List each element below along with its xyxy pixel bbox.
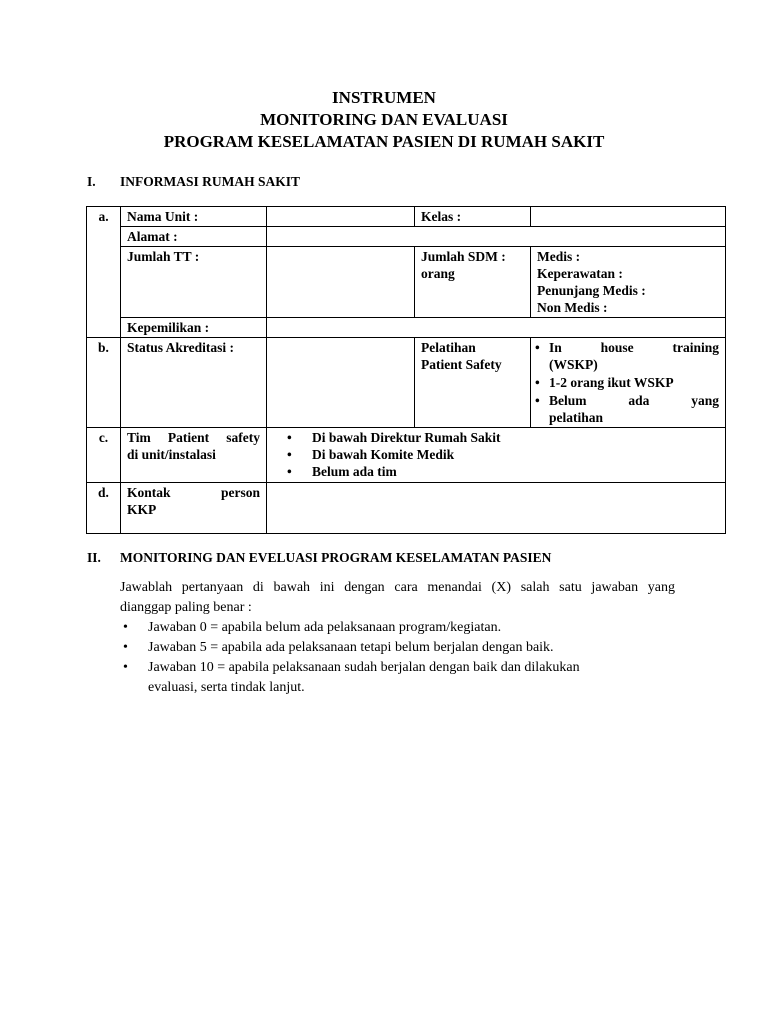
sdm-non-medis: Non Medis :: [537, 300, 608, 315]
section-1-number: I.: [87, 174, 96, 189]
kelas-field[interactable]: [531, 207, 726, 227]
table-row: [87, 483, 726, 534]
tim-patient-safety-label: [121, 428, 267, 483]
option-line: • In house training: [549, 340, 719, 355]
hospital-info-table: [86, 206, 726, 534]
answer-notes: [120, 618, 675, 698]
kepemilikan-label: Kepemilikan :: [121, 318, 267, 338]
tim-option-direktur[interactable]: • Di bawah Direktur Rumah Sakit: [277, 429, 719, 446]
jumlah-tt-label: Jumlah TT :: [121, 247, 267, 318]
intro-line-1: Jawablah pertanyaan di bawah ini dengan cara menandai (X) salah satu jawaban yang: [120, 580, 675, 595]
jumlah-sdm-label: [415, 247, 531, 318]
note-line: evaluasi, serta tindak lanjut.: [148, 680, 305, 695]
status-akreditasi-label: Status Akreditasi :: [121, 338, 267, 428]
kontak-label-line-2: KKP: [127, 502, 157, 517]
kelas-label: Kelas :: [415, 207, 531, 227]
section-2-number: II.: [87, 550, 101, 565]
row-c-letter: c.: [87, 428, 121, 483]
row-d-letter: d.: [87, 483, 121, 534]
section-1-title: INFORMASI RUMAH SAKIT: [120, 174, 301, 189]
note-item: [120, 618, 675, 638]
kepemilikan-field[interactable]: [267, 318, 726, 338]
jumlah-sdm-line-1: Jumlah SDM :: [421, 249, 506, 264]
note-line: • Jawaban 10 = apabila pelaksanaan sudah berjalan dengan baik dan dilakukan: [148, 660, 580, 675]
pelatihan-line-1: Pelatihan: [421, 340, 476, 355]
kontak-person-field[interactable]: [267, 483, 726, 534]
option-line: pelatihan: [549, 410, 604, 425]
jumlah-tt-field[interactable]: [267, 247, 415, 318]
table-row: [87, 247, 726, 318]
note-item: [120, 638, 675, 658]
tim-option-belum-ada[interactable]: • Belum ada tim: [277, 463, 719, 480]
nama-unit-label: Nama Unit :: [121, 207, 267, 227]
sdm-categories[interactable]: [531, 247, 726, 318]
row-a-letter: a.: [87, 207, 121, 338]
option-line: (WSKP): [549, 357, 598, 372]
pelatihan-label: [415, 338, 531, 428]
table-row: [87, 428, 726, 483]
note-item: [120, 658, 675, 698]
tim-label-line-2: di unit/instalasi: [127, 447, 216, 462]
tim-options: [267, 428, 726, 483]
nama-unit-field[interactable]: [267, 207, 415, 227]
intro-line-2: dianggap paling benar :: [120, 600, 252, 615]
document-title-line-3: PROGRAM KESELAMATAN PASIEN DI RUMAH SAKIT: [163, 132, 605, 151]
document-title-line-1: INSTRUMEN: [332, 88, 436, 107]
status-akreditasi-field[interactable]: [267, 338, 415, 428]
tim-option-komite-medik[interactable]: • Di bawah Komite Medik: [277, 446, 719, 463]
option-line: • Belum ada yang: [549, 393, 719, 408]
jumlah-sdm-line-2: orang: [421, 266, 455, 281]
section-2-title: MONITORING DAN EVELUASI PROGRAM KESELAMATAN PASIEN: [120, 550, 552, 565]
table-row: [87, 318, 726, 338]
sdm-penunjang-medis: Penunjang Medis :: [537, 283, 646, 298]
note-line: • Jawaban 5 = apabila ada pelaksanaan tetapi belum berjalan dengan baik.: [148, 640, 554, 655]
option-line: • 1-2 orang ikut WSKP: [549, 375, 674, 390]
table-row: [87, 207, 726, 227]
kontak-label-line-1: Kontak person: [127, 485, 260, 500]
pelatihan-option-in-house[interactable]: [535, 339, 719, 373]
document-title-line-2: MONITORING DAN EVALUASI: [260, 110, 508, 129]
pelatihan-option-1-2-orang[interactable]: [535, 374, 719, 391]
pelatihan-option-belum[interactable]: [535, 392, 719, 426]
section-2-intro: [120, 578, 675, 698]
alamat-field[interactable]: [267, 227, 726, 247]
row-b-letter: b.: [87, 338, 121, 428]
tim-label-line-1: Tim Patient safety: [127, 430, 260, 445]
table-row: [87, 338, 726, 428]
sdm-medis: Medis :: [537, 249, 581, 264]
note-line: • Jawaban 0 = apabila belum ada pelaksanaan program/kegiatan.: [148, 620, 502, 635]
table-row: [87, 227, 726, 247]
kontak-person-label: [121, 483, 267, 534]
alamat-label: Alamat :: [121, 227, 267, 247]
sdm-keperawatan: Keperawatan :: [537, 266, 623, 281]
pelatihan-options: [531, 338, 726, 428]
pelatihan-line-2: Patient Safety: [421, 357, 502, 372]
